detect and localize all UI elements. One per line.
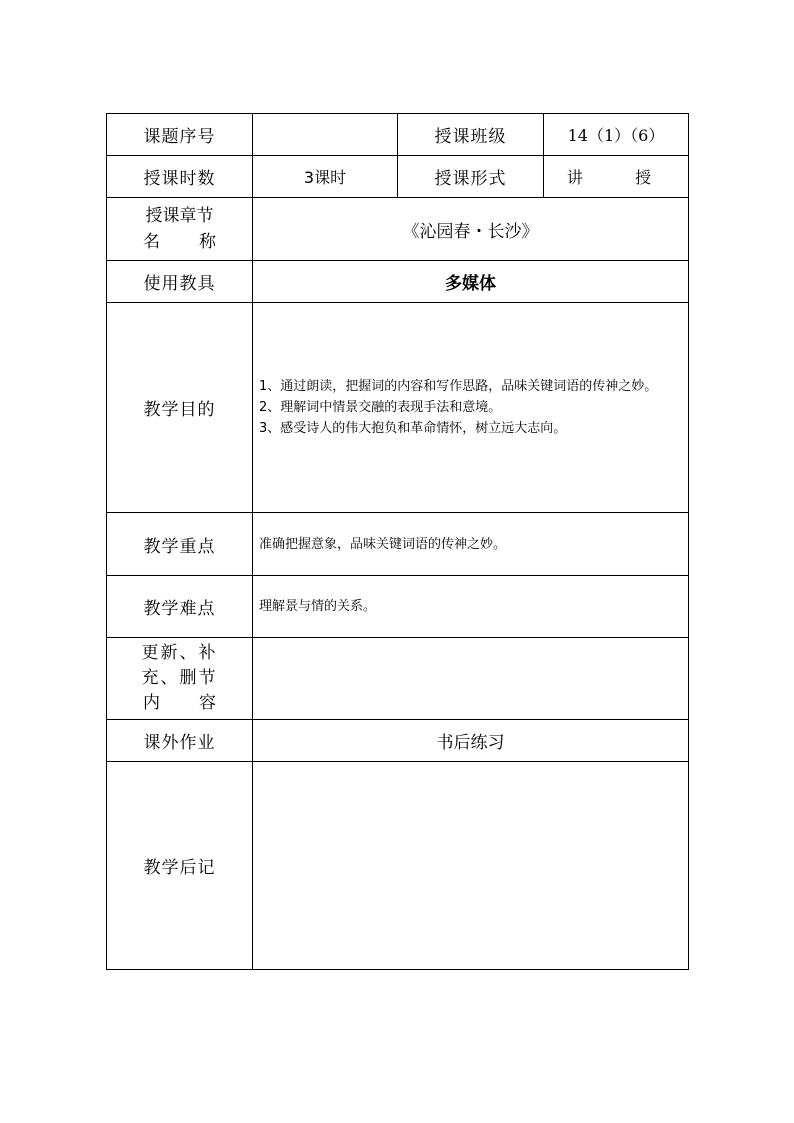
updates-label-line1: 更新、补 — [141, 643, 218, 663]
hours-value: 3课时 — [253, 156, 398, 198]
chapter-label-char-1: 名 — [143, 232, 160, 252]
objectives-label: 教学目的 — [107, 303, 253, 513]
updates-value — [253, 638, 689, 720]
chapter-label-line1: 授课章节 — [145, 206, 214, 226]
key-points-label: 教学重点 — [107, 513, 253, 576]
form-value-text: 讲 授 — [566, 168, 666, 187]
topic-number-value — [253, 114, 398, 156]
homework-label: 课外作业 — [107, 720, 253, 762]
row-homework — [107, 720, 689, 762]
row-key-points — [107, 513, 689, 576]
updates-label — [107, 638, 253, 720]
chapter-label-char-2: 称 — [199, 232, 216, 252]
tools-label: 使用教具 — [107, 261, 253, 303]
row-objectives — [107, 303, 689, 513]
class-label: 授课班级 — [398, 114, 544, 156]
reflection-label: 教学后记 — [107, 762, 253, 970]
difficulties-value: 理解景与情的关系。 — [253, 576, 689, 638]
reflection-value — [253, 762, 689, 970]
row-chapter — [107, 198, 689, 261]
chapter-label — [107, 198, 253, 261]
objective-item: 1、通过朗读，把握词的内容和写作思路，品味关键词语的传神之妙。 — [259, 379, 658, 394]
tools-value: 多媒体 — [253, 261, 689, 303]
difficulties-label: 教学难点 — [107, 576, 253, 638]
class-value: 14（1）（6） — [544, 114, 689, 156]
chapter-label-line2 — [107, 229, 252, 255]
updates-label-line3 — [107, 691, 252, 716]
form-label: 授课形式 — [398, 156, 544, 198]
row-hours — [107, 156, 689, 198]
row-difficulties — [107, 576, 689, 638]
row-tools — [107, 261, 689, 303]
hours-label: 授课时数 — [107, 156, 253, 198]
updates-label-char-1: 内 — [143, 693, 160, 713]
objective-item: 2、理解词中情景交融的表现手法和意境。 — [259, 400, 502, 415]
homework-value: 书后练习 — [253, 720, 689, 762]
key-points-value: 准确把握意象，品味关键词语的传神之妙。 — [253, 513, 689, 576]
form-value — [544, 156, 689, 198]
chapter-title: 《沁园春・长沙》 — [253, 198, 689, 261]
row-updates — [107, 638, 689, 720]
topic-number-label: 课题序号 — [107, 114, 253, 156]
updates-label-line2: 充、删节 — [141, 668, 218, 688]
row-reflection — [107, 762, 689, 970]
lesson-plan-table — [106, 113, 689, 970]
row-topic-number — [107, 114, 689, 156]
objective-item: 3、感受诗人的伟大抱负和革命情怀，树立远大志向。 — [259, 421, 567, 436]
updates-label-char-2: 容 — [199, 693, 216, 713]
objectives-list — [253, 303, 689, 513]
